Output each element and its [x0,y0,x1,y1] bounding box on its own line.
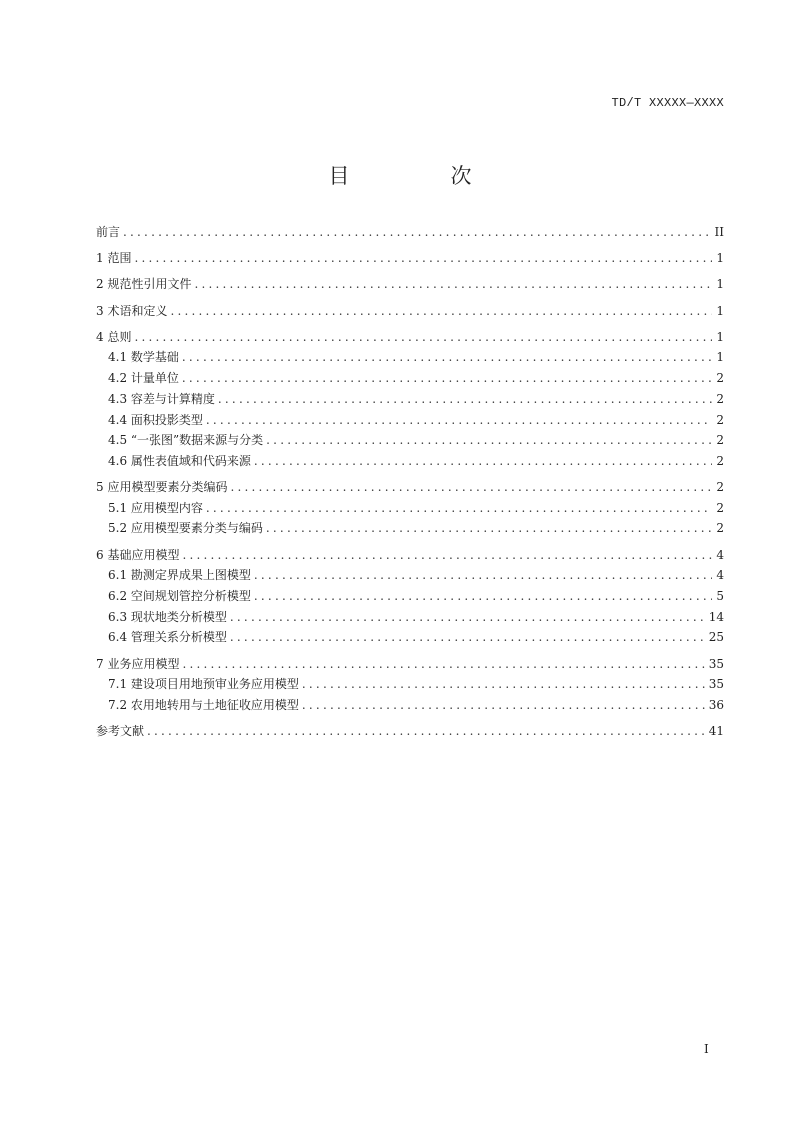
toc-entry[interactable] [96,248,724,269]
toc-entry-label: 4.5 “一张图”数据来源与分类 [108,433,264,448]
toc-entry[interactable] [96,545,724,566]
toc-entry-page: 41 [708,724,724,739]
toc-entry[interactable] [96,410,724,431]
toc-entry-page: 2 [716,371,724,386]
dot-leader [230,477,712,498]
toc-entry-page: 2 [716,453,724,468]
dot-leader [254,451,712,472]
toc-entry-label: 3 术语和定义 [96,303,168,318]
toc-entry-label: 1 范围 [96,251,132,266]
toc-entry-label: 6.3 现状地类分析模型 [108,609,227,624]
dot-leader [254,586,712,607]
toc-entry-page: 2 [716,391,724,406]
toc-entry-page: 2 [716,480,724,495]
toc-entry-page: 1 [716,303,724,318]
toc-entry-label: 7.2 农用地转用与土地征收应用模型 [108,697,299,712]
dot-leader [123,222,711,243]
toc-entry-label: 4.4 面积投影类型 [108,412,203,427]
toc-entry-label: 6.1 勘测定界成果上图模型 [108,568,251,583]
toc-entry-page: 25 [708,630,724,645]
dot-leader [134,327,712,348]
toc-entry-page: 36 [708,697,724,712]
toc-entry[interactable] [96,498,724,519]
toc-entry-page: 2 [716,500,724,515]
table-of-contents [96,222,724,742]
toc-entry-page: 2 [716,521,724,536]
toc-entry[interactable] [96,721,724,742]
toc-entry[interactable] [96,477,724,498]
toc-entry[interactable] [96,607,724,628]
dot-leader [266,518,712,539]
toc-entry[interactable] [96,389,724,410]
toc-entry[interactable] [96,654,724,675]
toc-entry-page: II [714,225,724,239]
dot-leader [302,674,705,695]
dot-leader [194,274,712,295]
toc-entry-label: 5.2 应用模型要素分类与编码 [108,521,263,536]
toc-entry-page: 1 [716,251,724,266]
toc-entry-label: 7.1 建设项目用地预审业务应用模型 [108,677,299,692]
toc-entry-label: 5.1 应用模型内容 [108,500,203,515]
toc-entry[interactable] [96,451,724,472]
document-number: TD/T XXXXX—XXXX [611,96,724,110]
toc-entry-label: 参考文献 [96,724,145,739]
dot-leader [206,498,712,519]
toc-entry[interactable] [96,368,724,389]
toc-entry-page: 1 [716,329,724,344]
toc-entry-label: 5 应用模型要素分类编码 [96,480,228,495]
toc-entry-page: 14 [708,609,724,624]
toc-entry-label: 6.4 管理关系分析模型 [108,630,227,645]
dot-leader [134,248,712,269]
toc-entry-label: 4.2 计量单位 [108,371,179,386]
toc-entry-page: 35 [708,677,724,692]
dot-leader [170,301,712,322]
toc-entry-page: 4 [716,568,724,583]
toc-entry-label: 4.3 容差与计算精度 [108,391,215,406]
dot-leader [206,410,712,431]
toc-entry-page: 5 [716,589,724,603]
toc-entry-label: 7 业务应用模型 [96,656,180,671]
toc-entry[interactable] [96,301,724,322]
toc-entry[interactable] [96,274,724,295]
dot-leader [302,695,705,716]
toc-entry[interactable] [96,347,724,368]
toc-entry-label: 2 规范性引用文件 [96,277,192,292]
toc-entry-page: 4 [716,547,724,562]
toc-entry-label: 4.6 属性表值域和代码来源 [108,453,251,468]
toc-entry-page: 1 [716,350,724,365]
toc-entry-page: 2 [716,412,724,427]
dot-leader [254,565,712,586]
toc-entry-label: 6.2 空间规划管控分析模型 [108,589,251,603]
toc-entry[interactable] [96,565,724,586]
dot-leader [182,347,712,368]
dot-leader [230,627,705,648]
toc-entry[interactable] [96,430,724,451]
page-number: I [704,1042,709,1056]
toc-entry-page: 2 [716,433,724,448]
toc-entry[interactable] [96,327,724,348]
toc-entry-label: 4.1 数学基础 [108,350,179,365]
dot-leader [182,368,712,389]
toc-entry-label: 前言 [96,225,121,239]
dot-leader [182,545,712,566]
toc-entry-page: 1 [716,277,724,292]
dot-leader [266,430,712,451]
dot-leader [147,721,705,742]
toc-entry-label: 4 总则 [96,329,132,344]
toc-entry[interactable] [96,586,724,607]
toc-entry[interactable] [96,518,724,539]
toc-entry[interactable] [96,674,724,695]
toc-entry[interactable] [96,222,724,243]
toc-entry-label: 6 基础应用模型 [96,547,180,562]
dot-leader [182,654,704,675]
toc-entry[interactable] [96,627,724,648]
page-title: 目 次 [328,164,512,188]
toc-entry[interactable] [96,695,724,716]
toc-entry-page: 35 [708,656,724,671]
dot-leader [218,389,712,410]
dot-leader [230,607,705,628]
